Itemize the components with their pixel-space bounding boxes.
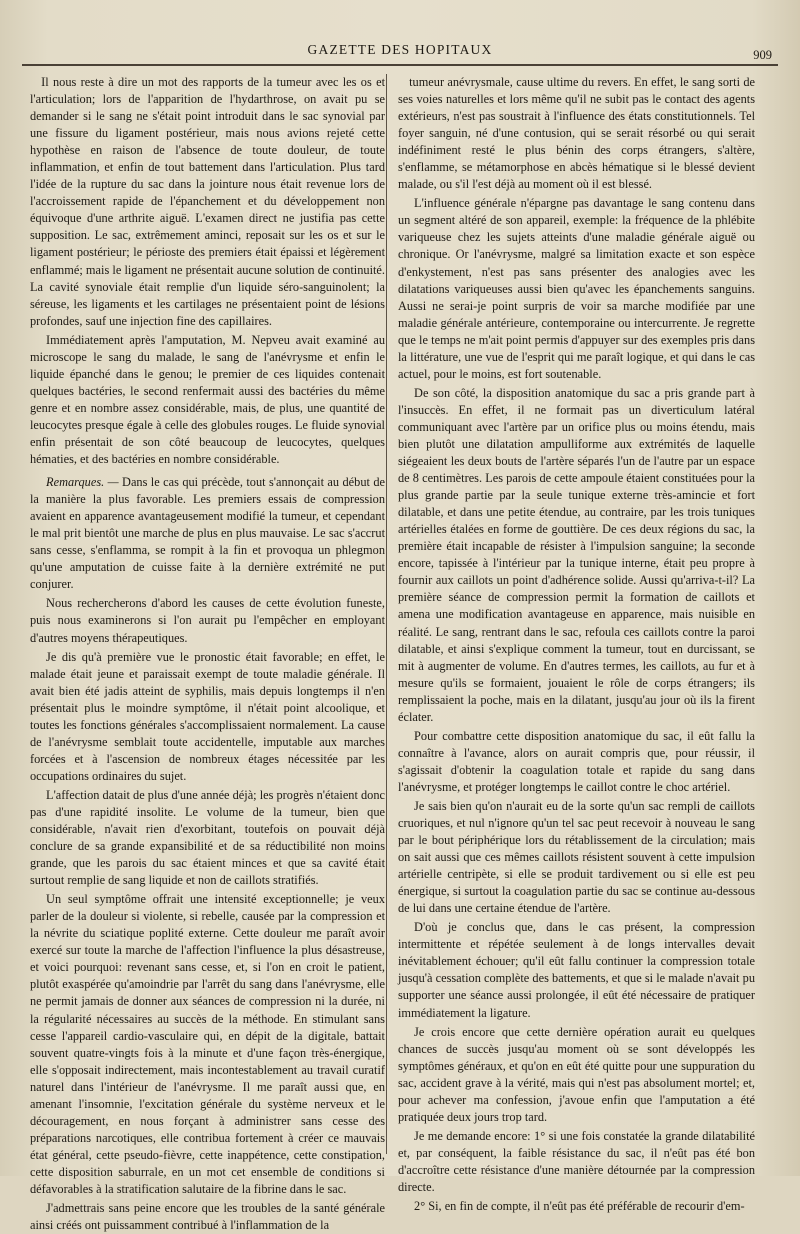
page-header bbox=[22, 30, 778, 66]
paragraph: De son côté, la disposition anatomique du sac a pris grande part à l'insuccès. En effet, il ne formait pas un diverticulum latéral communiquant avec l'artère par un orifice plus ou moins étendu, mais bien plutôt une dilatation ampulliforme aux extrémités de laquelle siégeaient les deux bouts de l'artère séparés l'un de l'autre par un espace de 8 centimètres. Les parois de cette ampoule étaient constituées pour la plus grande partie par la seule tunique externe très-amincie et fort dilatable, et dans une petite étendue, au contraire, par les trois tuniques artérielles étalées en forme de gouttière. De ces deux régions du sac, la première était incapable de résister à l'impulsion sanguine; la seconde encore, tapissée à l'intérieur par la tunique interne, était peu propre à fournir aux caillots un point d'adhérence solide. Aussi qu'arriva-t-il? La première séance de compression permit la formation de caillots et amena une modification avantageuse en apparence, mais nuisible en réalité. Le sang, rentrant dans le sac, refoula ces caillots contre la paroi dilatable, et ainsi s'explique comment la tumeur, tout en durcissant, se mit à augmenter de volume. En d'autres termes, les caillots, au fur et à mesure qu'ils se formaient, jouaient le rôle de corps étrangers; ils remplissaient la poche, mais en la dilatant, jusqu'au jour où ils la firent éclater. bbox=[398, 385, 755, 724]
paragraph: tumeur anévrysmale, cause ultime du revers. En effet, le sang sorti de ses voies naturelles et lors même qu'il ne subit pas le contact des agents extérieurs, n'est pas soustrait à l'influence des états constitutionnels. Tel foyer sanguin, né d'une contusion, qui se serait résorbé ou qui serait indéfiniment resté le plus bénin des corps étrangers, s'altère, s'enflamme, se métamorphose en abcès hématique si le blessé devient malade, ou s'il l'est déjà au moment où il est blessé. bbox=[398, 75, 755, 192]
paragraph: Je sais bien qu'on n'aurait eu de la sorte qu'un sac rempli de caillots cruoriques, et nul n'ignore qu'un tel sac peut recevoir à nouveau le sang par le bout périphérique lors du rétablissement de la circulation; mais on sait aussi que ces mêmes caillots résistent souvent à cette impulsion artérielle centripète, si elle se produit tardivement ou si elle est peu énergique, si surtout la coagulation partie du sac se continue au-dessous de lui dans une certaine étendue de l'artère. bbox=[398, 798, 755, 916]
remarques-heading: Remarques. — bbox=[46, 475, 119, 490]
remarques-text: Dans le cas qui précède, tout s'annonçait au début de la manière la plus favorable. Les premiers essais de compression avaient en apparence avantageusement modifié la tumeur, et cependant le mal prit bientôt une marche de plus en plus mauvaise. Le sac s'accrut sans cesse, s'enflamma, se rompit à la fin et provoqua un phlegmon qu'une amputation de cuisse faite à la dernière extrémité ne put conjurer. bbox=[30, 475, 385, 592]
paragraph-remarques bbox=[30, 474, 385, 593]
paragraph: 2° Si, en fin de compte, il n'eût pas été préférable de recourir d'em- bbox=[414, 1199, 745, 1214]
paragraph: Immédiatement après l'amputation, M. Nepveu avait examiné au microscope le sang du malade, le sang de l'anévrysme et enfin le liquide épanché dans le genou; le premier de ces liquides contenait quelques bactéries, le second renfermait aussi des bactéries du même genre et en nombre assez considérable, mais, de plus, une quantité de leucocytes presque égale à celle des globules rouges. Le fluide synovial enfin présentait de son côté beaucoup de leucocytes, quelques hématies, et des bactéries en nombre considérable. bbox=[30, 332, 385, 467]
journal-title: GAZETTE DES HOPITAUX bbox=[307, 42, 493, 57]
paragraph: Il nous reste à dire un mot des rapports de la tumeur avec les os et l'articulation; lors de l'apparition de l'hydarthrose, on avait pu se demander si le sang ne s'était point introduit dans le sac synovial par une fissure du ligament postérieur, mais nous avions rejeté cette hypothèse en raison de l'absence de toute douleur, de toute inflammation, et enfin de tout battement dans l'articulation. Plus tard l'idée de la rupture du sac dans la jointure nous était revenue lors de l'accroissement rapide de l'épanchement et du développement non équivoque d'une arthrite aiguë. L'examen direct ne justifia pas cette supposition. Le sac, extrêmement aminci, reposait sur les os et sur le ligament postérieur; le périoste des premiers était épaissi et légèrement enflammé; mais le ligament ne présentait aucune solution de continuité. La cavité synoviale était remplie d'un liquide séro-sanguinolent; la séreuse, les ligaments et les cartilages ne présentaient point de lésions profondes, sauf une injection fine des capillaires. bbox=[30, 75, 385, 328]
paragraph: L'influence générale n'épargne pas davantage le sang contenu dans un segment altéré de son appareil, exemple: la fréquence de la phlébite variqueuse chez les sujets atteints d'une maladie générale aiguë ou chronique. Or l'anévrysme, malgré sa limitation exacte et son espèce d'enkystement, n'est pas sans présenter des analogies avec les dilatations variqueuses aussi bien qu'avec les épanchements sanguins. Aussi ne serai-je point surpris de voir sa marche modifiée par une maladie générale antérieure, contemporaine ou intercurrente. Je regrette que le temps ne m'ait point permis d'appuyer sur des exemples pris dans la littérature, une vue de l'esprit qui me paraît logique, et qui dans le cas actuel, pour le moins, est fort soutenable. bbox=[398, 196, 755, 381]
column-divider bbox=[386, 74, 387, 1154]
page-number: 909 bbox=[753, 48, 772, 62]
paragraph: Un seul symptôme offrait une intensité exceptionnelle; je veux parler de la douleur si violente, si rebelle, causée par la compression et la névrite du sciatique poplité externe. Cette douleur me paraît avoir exercé sur toute la marche de l'affection l'influence la plus désastreuse, et voici pourquoi: revenant sans cesse, et, si l'on en croit le patient, plutôt exaspérée qu'amoindrie par l'arrêt du sang dans l'anévrysme, elle ne permit jamais de donner aux séances de compression ni la durée, ni la régularité nécessaires au succès de la méthode. En stimulant sans cesse l'appareil cardio-vasculaire qui, en dépit de la digitale, battait souvent quatre-vingts fois à la minute et d'une façon très-énergique, elle s'opposait indirectement, mais incontestablement au travail curatif naturel dans l'intérieur de l'anévrysme. Il me paraît aussi que, en amenant l'insomnie, l'excitation générale du système nerveux et le découragement, en nous forçant à administrer sans cesse des préparations narcotiques, elle contribua fortement à créer ce mauvais état général, cette pseudo-fièvre, cette inappétence, cette constipation, cette disposition saburrale, en un mot cet ensemble de conditions si défavorables à la stratification salutaire de la fibrine dans le sac. bbox=[30, 892, 385, 1196]
left-column bbox=[30, 74, 385, 1233]
paragraph: J'admettrais sans peine encore que les troubles de la santé générale ainsi créés ont puissamment contribué à l'inflammation de la bbox=[30, 1201, 385, 1233]
paragraph: Nous rechercherons d'abord les causes de cette évolution funeste, puis nous examinerons si l'on aurait pu l'empêcher en employant d'autres moyens thérapeutiques. bbox=[30, 596, 385, 645]
paragraph: Je dis qu'à première vue le pronostic était favorable; en effet, le malade était jeune et paraissait exempt de toute maladie générale. Il avait bien été jadis atteint de syphilis, mais depuis longtemps il n'en présentait plus le moindre symptôme, il n'était point alcoolique, et toutes les fonctions générales s'accomplissaient normalement. La cause de l'anévrysme semblait toute accidentelle, imputable aux marches forcées et à l'ascension de nombreux étages nécessitée par les occupations ordinaires du sujet. bbox=[30, 649, 385, 783]
paragraph: Je me demande encore: 1° si une fois constatée la grande dilatabilité et, par conséquent, la faible résistance du sac, il n'eût pas été bon d'accroître cette résistance d'une manière détournée par la compression directe. bbox=[398, 1128, 755, 1194]
paragraph: D'où je conclus que, dans le cas présent, la compression intermittente et répétée seulement à de longs intervalles devait inévitablement échouer; qu'il eût fallu continuer la compression totale jusqu'à cessation complète des battements, et que si le malade n'avait pu supporter une séance aussi prolongée, il eût été nécessaire de pratiquer immédiatement la ligature. bbox=[398, 920, 755, 1020]
paragraph: L'affection datait de plus d'une année déjà; les progrès n'étaient donc pas d'une rapidité insolite. Le volume de la tumeur, bien que considérable, n'avait rien d'exorbitant, toutefois on pouvait déjà conclure de sa grande expansibilité et de sa réductibilité non moins grande, que les parois du sac étaient minces et que sa cavité était surtout remplie de sang liquide et non de caillots stratifiés. bbox=[30, 787, 385, 888]
paragraph: Je crois encore que cette dernière opération aurait eu quelques chances de succès jusqu'au moment où se sont développés les symptômes généraux, et qu'on en eût été quitte pour une suppuration du sac, accident grave à la vérité, mais qui n'est pas absolument mortel; et, pour achever ma confession, j'avoue enfin que l'amputation a été pratiquée deux jours trop tard. bbox=[398, 1024, 755, 1124]
right-column bbox=[398, 74, 755, 1214]
paragraph: Pour combattre cette disposition anatomique du sac, il eût fallu la connaître à l'avance, alors on aurait compris que, pour réussir, il s'agissait d'obtenir la coagulation totale et rapide du sang dans l'anévrysme, et protéger longtemps le caillot contre le choc artériel. bbox=[398, 728, 755, 794]
